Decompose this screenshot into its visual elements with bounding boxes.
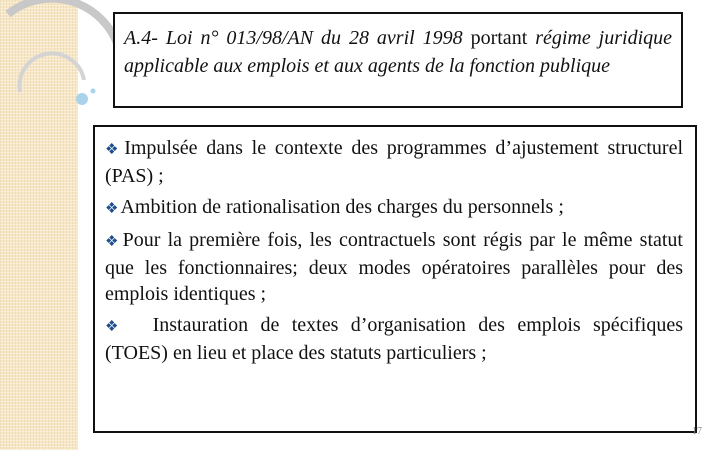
diamond-bullet-icon: ❖	[105, 234, 121, 250]
list-item-text: Impulsée dans le contexte des programmes d’ajustement structurel (PAS) ;	[105, 137, 684, 187]
list-item-text: Ambition de rationalisation des charges du personnels ;	[120, 196, 564, 218]
circles-decoration-icon	[0, 0, 130, 130]
list-item	[105, 227, 683, 307]
slide-title-box	[113, 12, 683, 108]
title-connector: portant	[470, 27, 528, 49]
title-law-subject: régime juridique applicable aux emplois et aux agents de la fonction publique	[124, 27, 673, 77]
title-law-reference: A.4- Loi n° 013/98/AN du 28 avril 1998	[124, 27, 463, 49]
diamond-bullet-icon: ❖	[105, 319, 126, 335]
list-item	[105, 312, 683, 366]
list-item-text: Instauration de textes d’organisation des emplois spécifiques (TOES) en lieu et place des statuts particuliers ;	[105, 314, 683, 364]
diamond-bullet-icon: ❖	[105, 201, 119, 217]
diamond-bullet-icon: ❖	[105, 142, 123, 158]
list-item	[105, 135, 683, 189]
bullet-list-box	[93, 125, 697, 433]
list-item	[105, 194, 683, 222]
page-number: 17	[692, 426, 702, 437]
list-item-text: Pour la première fois, les contractuels sont régis par le même statut que les fonctionnaires; deux modes opératoires parallèles pour des emplois identiques ;	[105, 229, 683, 305]
